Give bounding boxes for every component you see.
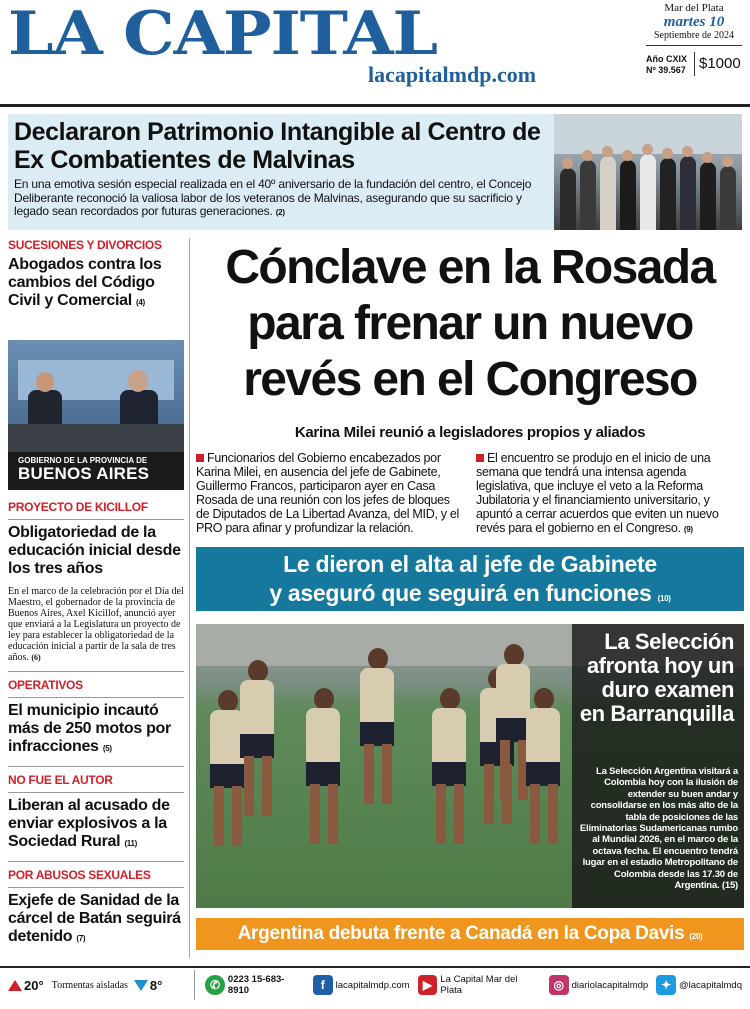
left-item-kicker: NO FUE EL AUTOR (8, 773, 113, 787)
left-item-headline[interactable]: Obligatoriedad de la educación inicial desde los tres años (8, 524, 181, 577)
gabinete-line: y aseguró que seguirá en funciones (10) (269, 580, 671, 606)
left-item-ref: (4) (136, 298, 145, 307)
weather-desc: Tormentas aisladas (51, 979, 128, 991)
sports-title[interactable]: La Selección afronta hoy un duro examen en Barranquilla (579, 629, 734, 726)
left-item-kicillof[interactable] (8, 500, 184, 663)
main-headline-line: revés en el Congreso (243, 353, 697, 406)
gabinete-banner[interactable] (196, 547, 744, 611)
social-links (205, 974, 750, 996)
twitter-label[interactable]: @lacapitalmdq (679, 979, 742, 991)
left-item-ref: (11) (124, 839, 138, 848)
weather (0, 970, 195, 1000)
left-item-succession[interactable] (8, 238, 184, 312)
top-story-ref: (2) (275, 208, 285, 217)
left-separator (8, 792, 184, 793)
left-column (8, 238, 184, 312)
whatsapp-icon[interactable]: ✆ (205, 975, 225, 995)
bullet-square-icon (196, 454, 204, 462)
main-headline[interactable] (196, 240, 744, 408)
top-story[interactable] (8, 114, 742, 230)
main-headline-line: para frenar un nuevo (247, 297, 693, 350)
gabinete-ref: (10) (657, 594, 671, 603)
bullet-square-icon (476, 454, 484, 462)
left-item-headline[interactable]: El municipio incautó más de 250 motos por infracciones (5) (8, 702, 171, 755)
left-item-headline[interactable]: Abogados contra los cambios del Código Civil y Comercial (4) (8, 256, 162, 309)
temp-down-icon (134, 980, 148, 991)
main-column-2: El encuentro se produjo en el inicio de una semana que tendrá una intensa agenda legislativa, que incluye el veto a la Reforma Jubilatoria y el financiamiento universitario, y apuntó a cerrar acuerdos que eviten un nuevo revés para el gobierno en el Congreso. (9) (476, 451, 719, 535)
temp-min: 8° (149, 977, 163, 993)
left-item-kicker: OPERATIVOS (8, 678, 83, 692)
temp-up-icon (8, 980, 22, 991)
left-column-lower (8, 500, 184, 948)
caption-big: BUENOS AIRES (18, 464, 150, 483)
temp-max: 20° (24, 977, 44, 993)
main-column-ref: (9) (683, 525, 693, 534)
photo-desk (8, 424, 184, 452)
phone-label[interactable]: 0223 15-683-8910 (227, 974, 285, 996)
left-item-body: En el marco de la celebración por el Día del Maestro, el gobernador de la provincia de Buenos Aires, Axel Kicillof, anunció ayer que enviará a la Legislatura un proyecto de ley para establecer la obligatoriedad de la educación inicial a partir de la sala de tres años. (6) (8, 586, 184, 663)
left-separator (8, 861, 184, 862)
davis-ref: (20) (689, 932, 703, 941)
sports-text: La Selección Argentina visitará a Colombia hoy con la ilusión de extender su buen andar y consolidarse en los más alto de la tabla de posiciones de las Eliminatorias Sudamericanas rumbo al Mundial 2026, en el marco de la octava fecha. El encuentro tendrá lugar en el estadio Metropolitano de Colombia desde las 17.30 de Argentina. (15) (579, 766, 738, 892)
masthead (0, 0, 750, 108)
gabinete-line: Le dieron el alta al jefe de Gabinete (283, 551, 657, 577)
instagram-label[interactable]: diariolacapitalmdp (571, 979, 649, 991)
edition-day: martes 10 (663, 14, 725, 30)
left-item-headline[interactable]: Exjefe de Sanidad de la cárcel de Batán seguirá detenido (7) (8, 892, 181, 945)
top-story-body: En una emotiva sesión especial realizada en el 40º aniversario de la fundación del centro, el Concejo Deliberante reconoció la valiosa labor de los veteranos de Malvinas, asegurando que su sacrificio y legado sean recordados por futuras generaciones. (14, 177, 532, 218)
instagram-icon[interactable]: ◎ (549, 975, 569, 995)
kicillof-photo-caption (8, 452, 184, 490)
edition-volume (646, 52, 694, 76)
newspaper-logo[interactable]: LA CAPITAL (8, 0, 438, 69)
left-item-kicker: SUCESIONES Y DIVORCIOS (8, 238, 162, 252)
edition-price: $1000 (694, 52, 741, 76)
left-separator (8, 671, 184, 672)
sports-ref: (15) (721, 880, 738, 892)
davis-banner[interactable]: Argentina debuta frente a Canadá en la Copa Davis (20) (196, 918, 744, 950)
main-subhead: Karina Milei reunió a legisladores propios y aliados (294, 424, 646, 441)
twitter-icon[interactable]: ✦ (656, 975, 676, 995)
column-divider (189, 238, 190, 958)
caption-small: GOBIERNO DE LA PROVINCIA DE (18, 456, 148, 465)
edition-year: Año CXIX (646, 54, 688, 64)
left-item-abusos[interactable] (8, 868, 184, 948)
footer (0, 966, 750, 1002)
kicillof-photo (8, 340, 184, 490)
main-column-1: Funcionarios del Gobierno encabezados por Karina Milei, en ausencia del jefe de Gabinete, Guillermo Francos, participaron ayer en Casa Rosada de una reunión con los jefes de bloques de Diputados de La Libertad Avanza, del MID, y el PRO para afinar y profundizar la relación. (196, 451, 460, 535)
top-story-photo (554, 114, 742, 230)
left-separator (8, 766, 184, 767)
left-item-headline[interactable]: Liberan al acusado de enviar explosivos a la Sociedad Rural (11) (8, 797, 170, 850)
facebook-icon[interactable]: f (313, 975, 333, 995)
left-separator (8, 519, 184, 520)
youtube-icon[interactable]: ▶ (418, 975, 438, 995)
edition-info (646, 2, 742, 46)
left-item-ref: (6) (31, 653, 41, 662)
left-item-ref: (7) (76, 934, 86, 943)
left-separator (8, 697, 184, 698)
edition-city: Mar del Plata (664, 2, 724, 14)
masthead-rule (0, 104, 750, 107)
facebook-label[interactable]: lacapitalmdp.com (335, 979, 410, 991)
left-item-operativos[interactable] (8, 678, 184, 758)
youtube-label[interactable]: La Capital Mar del Plata (440, 974, 518, 996)
left-separator (8, 887, 184, 888)
site-url[interactable]: lacapitalmdp.com (368, 62, 537, 87)
left-item-ref: (5) (102, 744, 112, 753)
top-story-title[interactable]: Declararon Patrimonio Intangible al Centro de Ex Combatientes de Malvinas (14, 118, 541, 174)
edition-number-price (646, 52, 742, 76)
top-story-text (14, 178, 554, 220)
edition-date: Septiembre de 2024 (646, 30, 742, 46)
left-item-kicker: POR ABUSOS SEXUALES (8, 868, 151, 882)
edition-number: Nº 39.567 (646, 65, 686, 75)
main-headline-line: Cónclave en la Rosada (225, 241, 715, 294)
left-item-kicker: PROYECTO DE KICILLOF (8, 500, 148, 514)
left-item-autor[interactable] (8, 773, 184, 853)
